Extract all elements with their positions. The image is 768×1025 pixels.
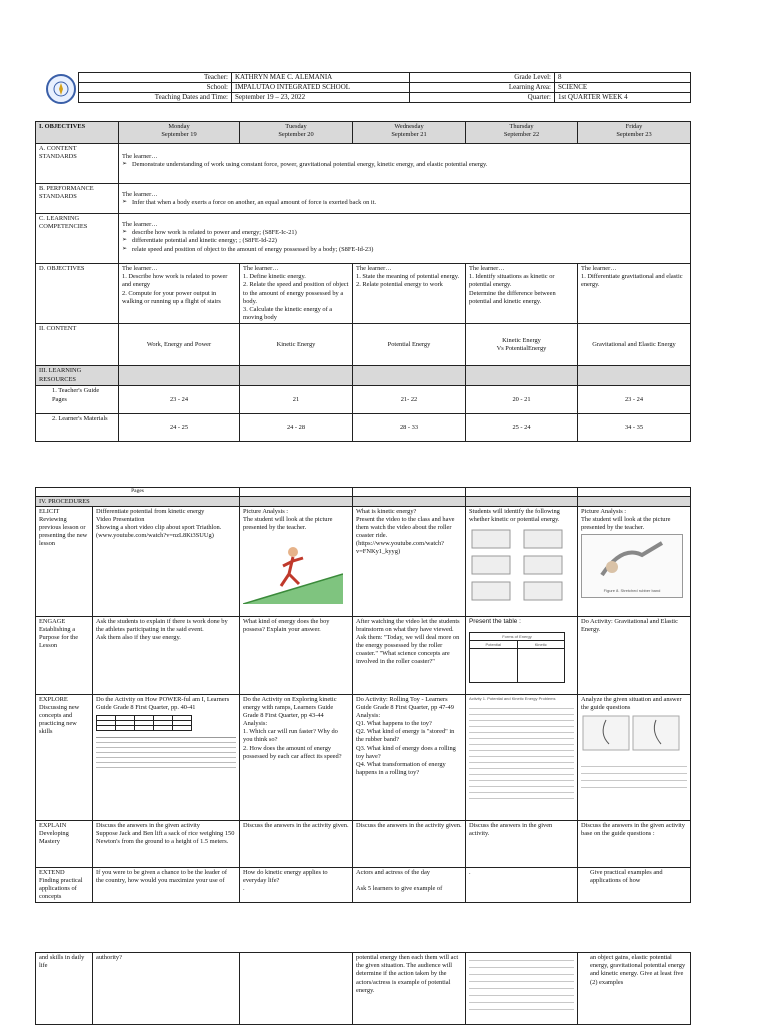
extend-wed: Actors and actress of the day Ask 5 learners to give example of <box>353 867 466 903</box>
explore-tue: Do the Activity on Exploring kinetic energy with ramps, Learners Guide Grade 8 First Quarter, pp 43-44 Analysis: 1. Which car will run faster? Why do you think so? 2. How does the amount of energy possessed by each car affect its speed? <box>240 694 353 820</box>
area-value: SCIENCE <box>555 82 691 92</box>
forms-of-energy-table: Forms of Energy Potential Kinetic <box>469 632 565 683</box>
objective-tue: The learner… 1. Define kinetic energy. 2. Relate the speed and position of object to the amount of energy possessed by a body. 3. Calculate the kinetic energy of a moving body <box>240 264 353 324</box>
learner-mon: 24 - 25 <box>119 414 240 442</box>
explore-fri: Analyze the given situation and answer the guide questions <box>578 694 691 820</box>
performance-standards-label: B. PERFORMANCE STANDARDS <box>36 184 119 214</box>
explore-thu: Activity 1. Potential and Kinetic Energy Problems <box>466 694 578 820</box>
content-tue: Kinetic Energy <box>240 324 353 366</box>
objective-wed: The learner… 1. State the meaning of potential energy. 2. Relate potential energy to work <box>353 264 466 324</box>
elicit-mon: Differentiate potential from kinetic energy Video Presentation Showing a short video clip about sport Triathlon. (www.youtube.com/watch?v=nzL8Kt3SUUg) <box>93 506 240 616</box>
explore-wed: Do Activity: Rolling Toy - Learners Guide Grade 8 First Quarter, pp 47-49 Analysis: Q1. What happens to the toy? Q2. What kind of energy is "stored" in the rubber band? Q3. What kind of energy does a rolling toy have? Q4. What transformation of energy happens in a rolling toy? <box>353 694 466 820</box>
explain-fri: Discuss the answers in the given activity base on the guide questions : <box>578 820 691 867</box>
learner-wed: 28 - 33 <box>353 414 466 442</box>
guide-tue: 21 <box>240 386 353 414</box>
procedures-table <box>35 487 691 903</box>
learner-materials-label: 2. Learner's Materials <box>36 414 119 442</box>
engage-tue: What kind of energy does the boy possess? Explain your answer. <box>240 616 353 694</box>
grade-value: 8 <box>555 73 691 83</box>
day-header-mon: Monday September 19 <box>119 122 240 144</box>
content-thu: Kinetic Energy Vs PotentialEnergy <box>466 324 578 366</box>
engage-mon: Ask the students to explain if there is work done by the athletes participating in the said event. Ask them also if they use energy. <box>93 616 240 694</box>
continued-fri: an object gains, elastic potential energy, gravitational potential energy and kinetic energy. Give at least five (2) examples <box>578 953 691 1025</box>
competencies-text: The learner… ➢ describe how work is related to power and energy; (S8FE-Ic-21) ➢ differentiate potential and kinetic energy; ; (S8FE-Id-22) ➢ relate speed and position of object to the amount of energy possessed by a body; (S8FE-Id-23) <box>119 214 691 264</box>
day-header-tue: Tuesday September 20 <box>240 122 353 144</box>
teacher-label: Teacher: <box>79 73 232 83</box>
guide-questions-image <box>581 760 687 794</box>
quarter-label: Quarter: <box>410 92 555 102</box>
explain-thu: Discuss the answers in the given activity. <box>466 820 578 867</box>
resources-label: III. LEARNING RESOURCES <box>36 366 119 386</box>
d-objectives-label: D. OBJECTIVES <box>36 264 119 324</box>
elicit-label: ELICIT Reviewing previous lesson or presenting the new lesson <box>36 506 93 616</box>
worksheet-image <box>469 703 574 803</box>
continued-table <box>35 952 691 1025</box>
quarter-value: 1st QUARTER WEEK 4 <box>555 92 691 102</box>
explain-label: EXPLAIN Developing Mastery <box>36 820 93 867</box>
elicit-wed: What is kinetic energy? Present the video to the class and have them watch the video about the roller coaster ride. (https://www.youtube.com/watch?v=FNKy1_kyyg) <box>353 506 466 616</box>
dates-label: Teaching Dates and Time: <box>79 92 232 102</box>
elicit-fri: Picture Analysis : The student will look at the picture presented by the teacher. Figure 8. Stretched rubber band <box>578 506 691 616</box>
performance-standards-text: The learner… ➢ Infer that when a body exerts a force on another, an equal amount of force is exerted back on it. <box>119 184 691 214</box>
teacher-value: KATHRYN MAE C. ALEMANIA <box>232 73 410 83</box>
elicit-tue: Picture Analysis : The student will look at the picture presented by the teacher. <box>240 506 353 616</box>
engage-wed: After watching the video let the students brainstorm on what they have viewed. Ask them: "Today, we will deal more on the energy possessed by the roller coaster." "What science concepts are involved in the roller coaster?" <box>353 616 466 694</box>
engage-label: ENGAGE Establishing a Purpose for the Lesson <box>36 616 93 694</box>
elicit-thu: Students will identify the following whether kinetic or potential energy. <box>466 506 578 616</box>
extend-label: EXTEND Finding practical applications of concepts <box>36 867 93 903</box>
header-table <box>78 72 691 103</box>
explore-label: EXPLORE Discussing new concepts and practicing new skills <box>36 694 93 820</box>
guide-mon: 23 - 24 <box>119 386 240 414</box>
deped-seal-logo <box>46 74 76 104</box>
power-activity-table-image <box>96 715 192 731</box>
day-header-fri: Friday September 23 <box>578 122 691 144</box>
engage-thu: Present the table : Forms of Energy Potential Kinetic <box>466 616 578 694</box>
content-standards-text: The learner… ➢ Demonstrate understanding of work using constant force, power, gravitational potential energy, kinetic energy, and elastic potential energy. <box>119 144 691 184</box>
energy-examples-image <box>469 526 569 606</box>
stretched-rubber-band-image <box>581 534 683 598</box>
guide-pages-label: 1. Teacher's Guide Pages <box>36 386 119 414</box>
extend-tue: How do kinetic energy applies to everyday life? . <box>240 867 353 903</box>
content-fri: Gravitational and Elastic Energy <box>578 324 691 366</box>
continued-wed: potential energy then each them will act the given situation. The audience will determine if the action taken by the actors/actress is example of potential energy. <box>353 953 466 1025</box>
learner-fri: 34 - 35 <box>578 414 691 442</box>
school-label: School: <box>79 82 232 92</box>
content-label: II. CONTENT <box>36 324 119 366</box>
continued-mon: authority? <box>93 953 240 1025</box>
pendulum-figures-image <box>581 714 681 754</box>
content-wed: Potential Energy <box>353 324 466 366</box>
explore-mon: Do the Activity on How POWER-ful am I, Learners Guide Grade 8 First Quarter, pp. 40-41 <box>93 694 240 820</box>
figure-caption: Figure 8. Stretched rubber band <box>603 588 661 594</box>
explain-wed: Discuss the answers in the activity given. <box>353 820 466 867</box>
grade-label: Grade Level: <box>410 73 555 83</box>
extend-thu: . <box>466 867 578 903</box>
school-value: IMPALUTAO INTEGRATED SCHOOL <box>232 82 410 92</box>
guide-thu: 20 - 21 <box>466 386 578 414</box>
extend-fri: Give practical examples and applications of how <box>578 867 691 903</box>
objective-mon: The learner… 1. Describe how work is related to power and energy 2. Compute for your power output in walking or running up a flight of stairs <box>119 264 240 324</box>
objectives-table <box>35 121 691 442</box>
guide-fri: 23 - 24 <box>578 386 691 414</box>
continued-thu <box>466 953 578 1025</box>
content-mon: Work, Energy and Power <box>119 324 240 366</box>
dates-value: September 19 – 23, 2022 <box>232 92 410 102</box>
area-label: Learning Area: <box>410 82 555 92</box>
objective-fri: The learner… 1. Differentiate gravitational and elastic energy. <box>578 264 691 324</box>
continued-label: and skills in daily life <box>36 953 93 1025</box>
guide-wed: 21- 22 <box>353 386 466 414</box>
pages-label: Pages <box>36 488 240 497</box>
learner-tue: 24 - 28 <box>240 414 353 442</box>
objectives-heading: I. OBJECTIVES <box>36 122 119 144</box>
athlete-running-uphill-image <box>243 534 343 604</box>
explain-mon: Discuss the answers in the given activity Suppose Jack and Ben lift a sack of rice weighing 150 Newton's from the ground to a height of 1.5 meters. <box>93 820 240 867</box>
explain-tue: Discuss the answers in the activity given. <box>240 820 353 867</box>
day-header-wed: Wednesday September 21 <box>353 122 466 144</box>
questions-image <box>96 737 236 768</box>
continued-tue <box>240 953 353 1025</box>
content-standards-label: A. CONTENT STANDARDS <box>36 144 119 184</box>
day-header-thu: Thursday September 22 <box>466 122 578 144</box>
procedures-heading: IV. PROCEDURES <box>36 496 240 506</box>
competencies-label: C. LEARNING COMPETENCIES <box>36 214 119 264</box>
engage-fri: Do Activity: Gravitational and Elastic Energy. <box>578 616 691 694</box>
objective-thu: The learner… 1. Identify situations as kinetic or potential energy. Determine the difference between potential and kinetic energy. <box>466 264 578 324</box>
extend-mon: If you were to be given a chance to be the leader of the country, how would you maximize your use of <box>93 867 240 903</box>
learner-thu: 25 - 24 <box>466 414 578 442</box>
worksheet-continued-image <box>469 954 574 1014</box>
